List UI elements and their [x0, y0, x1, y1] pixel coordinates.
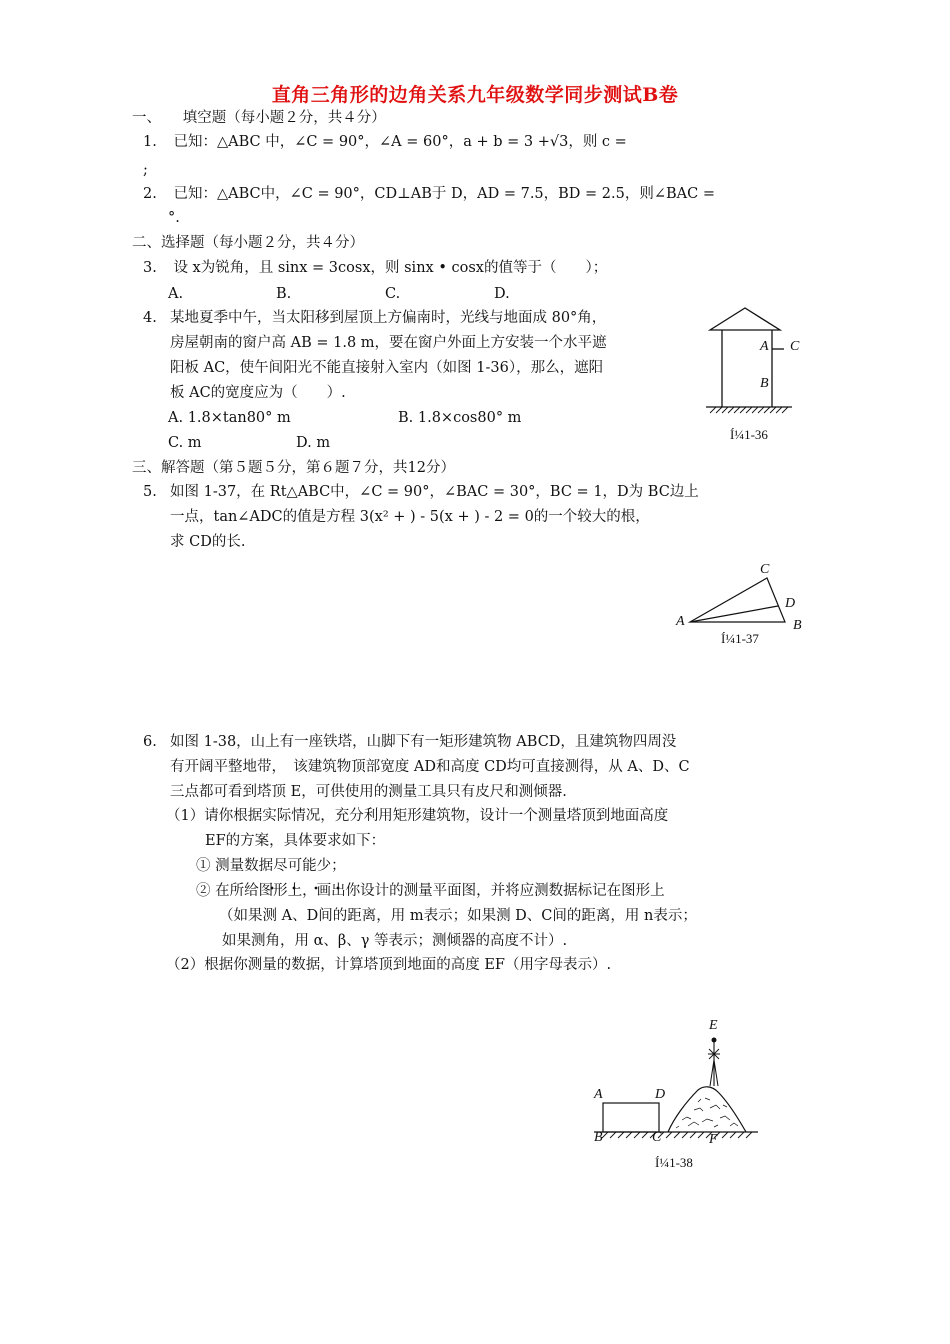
- requirement-2: 如果测角，用 α、β、γ 等表示；测倾器的高度不计）.: [222, 933, 568, 949]
- q3-option-d: D.: [494, 286, 510, 302]
- q3-option-a: A.: [168, 286, 184, 302]
- question-text: 设 x为锐角，且 sinx = 3cosx，则 sinx • cosx的值等于（ ）；: [173, 260, 608, 276]
- q3-option-c: C.: [385, 286, 401, 302]
- question-2: [143, 184, 715, 204]
- figure-caption: Í¼1-38: [655, 1155, 693, 1170]
- figure-1-38: [590, 1030, 770, 1155]
- question-6-line: 三点都可看到塔顶 E，可供使用的测量工具只有皮尺和测倾器.: [170, 784, 567, 800]
- question-4-line: 板 AC的宽度应为（ ）.: [170, 385, 346, 401]
- label-e: E: [709, 1018, 718, 1033]
- question-6-part2: （2）根据你测量的数据，计算塔顶到地面的高度 EF（用字母表示）.: [166, 957, 612, 973]
- label-d: D: [785, 596, 796, 611]
- figure-caption: Í¼1-37: [721, 631, 759, 646]
- question-1-blank: ;: [143, 162, 148, 178]
- q4-option-a: A. 1.8×tan80° m: [168, 410, 291, 426]
- question-5-line: 求 CD的长.: [170, 534, 246, 550]
- label-c: C: [760, 562, 770, 577]
- figure-caption: Í¼1-36: [730, 427, 768, 442]
- label-a: A: [594, 1087, 603, 1102]
- requirement-2: （如果测 A、D间的距离，用 m表示；如果测 D、C间的距离，用 n表示；: [219, 908, 697, 924]
- question-5-number: 5.: [143, 484, 157, 500]
- question-1: [143, 132, 627, 152]
- label-c: C: [790, 339, 800, 354]
- section-choice: 二、选择题（每小题２分，共４分）: [132, 235, 364, 251]
- label-b: B: [793, 618, 802, 633]
- question-4-line: 某地夏季中午，当太阳移到屋顶上方偏南时，光线与地面成 80°角，: [170, 310, 607, 326]
- label-d: D: [655, 1087, 666, 1102]
- question-4-line: 阳板 AC，使午间阳光不能直接射入室内（如图 1-36），那么，遮阳: [170, 360, 604, 376]
- question-number: 3.: [143, 260, 157, 276]
- question-6-line: 如图 1-38，山上有一座铁塔，山脚下有一矩形建筑物 ABCD，且建筑物四周没: [170, 734, 677, 750]
- question-6-line: 有开阔平整地带， 该建筑物顶部宽度 AD和高度 CD均可直接测得，从 A、D、C: [170, 759, 690, 775]
- question-6-number: 6.: [143, 734, 157, 750]
- q4-option-c: C. m: [168, 435, 202, 451]
- figure-1-36: [700, 300, 810, 420]
- question-text: 已知：△ABC中，∠C = 90°，CD⊥AB于 D，AD = 7.5，BD = 2.5，则∠BAC =: [173, 186, 715, 202]
- q4-option-b: B. 1.8×cos80° m: [398, 410, 522, 426]
- q3-option-b: B.: [276, 286, 292, 302]
- label-f: F: [709, 1132, 718, 1147]
- requirement-1: ① 测量数据尽可能少；: [196, 858, 346, 874]
- question-6-part1: EF的方案，具体要求如下：: [205, 833, 386, 849]
- question-5-line: 一点，tan∠ADC的值是方程 3(x² + ) - 5(x + ) - 2 = 0的一个较大的根，: [170, 509, 650, 525]
- figure-1-37: [680, 570, 800, 630]
- question-number: 2.: [143, 186, 157, 202]
- question-number: 1.: [143, 134, 157, 150]
- question-2-line2: °.: [168, 210, 180, 226]
- question-5-line: 如图 1-37，在 Rt△ABC中，∠C = 90°，∠BAC = 30°，BC = 1，D为 BC边上: [170, 484, 699, 500]
- q4-option-d: D. m: [296, 435, 331, 451]
- question-6-part1: （1）请你根据实际情况，充分利用矩形建筑物，设计一个测量塔顶到地面高度: [166, 808, 669, 824]
- question-3: [143, 258, 607, 278]
- page-title: 直角三角形的边角关系九年级数学同步测试B卷: [271, 84, 679, 106]
- section-fill-in: 一、 填空题（每小题２分，共４分）: [132, 110, 386, 126]
- label-b: B: [760, 376, 769, 391]
- label-a: A: [760, 339, 769, 354]
- requirement-2: ② 在所给图形上，画出你设计的测量平面图，并将应测数据标记在图形上: [196, 883, 665, 899]
- label-b: B: [594, 1130, 603, 1145]
- section-answer: 三、解答题（第５题５分，第６题７分，共12分）: [132, 460, 455, 476]
- label-a: A: [676, 614, 685, 629]
- label-c: C: [652, 1130, 662, 1145]
- question-text: 已知：△ABC 中，∠C = 90°，∠A = 60°，a + b = 3 +√3，则 c =: [173, 134, 627, 150]
- question-4-number: 4.: [143, 310, 157, 326]
- question-4-line: 房屋朝南的窗户高 AB = 1.8 m，要在窗户外面上方安装一个水平遮: [170, 335, 607, 351]
